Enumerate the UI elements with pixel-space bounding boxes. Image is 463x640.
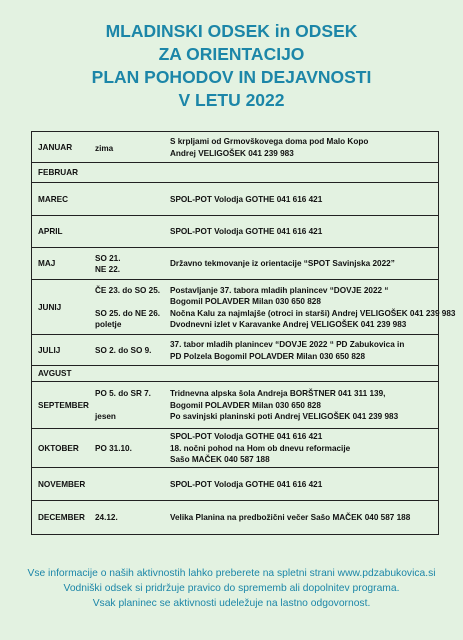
date-line: jesen: [95, 412, 116, 422]
month-cell: APRIL: [38, 227, 63, 236]
activity-line: Andrej VELIGOŠEK 041 239 983: [170, 148, 294, 158]
date-cell: [95, 253, 121, 276]
month-cell: OKTOBER: [38, 443, 79, 453]
activity-line: Nočna Kalu za najmlajše (otroci in starši) Andrej VELIGOŠEK 041 239 983: [170, 308, 456, 318]
table-row: [32, 382, 438, 429]
month-cell: FEBRUAR: [38, 168, 79, 177]
footer-notes: [0, 566, 463, 611]
table-row: [32, 248, 438, 280]
date-cell: [95, 143, 113, 155]
date-line: [95, 400, 151, 412]
title-line-2: ZA ORIENTACIJO: [158, 44, 305, 64]
activity-line: 37. tabor mladih planincev “DOVJE 2022 “ PD Zabukovica in: [170, 340, 405, 349]
date-line: PO 31.10.: [95, 443, 132, 453]
table-row: [32, 280, 456, 335]
date-line: SO 21.: [95, 253, 121, 263]
activity-line: 18. nočni pohod na Hom ob dnevu reformacije: [170, 443, 351, 453]
date-line: 24.12.: [95, 513, 118, 523]
activity-cell: [170, 388, 398, 423]
activity-table: [31, 131, 456, 535]
month-cell: AVGUST: [38, 369, 72, 378]
table-row: [32, 468, 438, 501]
activity-line: Sašo MAČEK 040 587 188: [170, 455, 270, 465]
activity-line: Velika Planina na predbožični večer Sašo MAČEK 040 587 188: [170, 513, 411, 523]
month-cell: JANUAR: [38, 142, 73, 152]
date-line: PO 5. do SR 7.: [95, 389, 151, 399]
activity-cell: [170, 285, 455, 331]
month-cell: MAREC: [38, 194, 69, 204]
title-line-4: V LETU 2022: [178, 90, 285, 110]
month-cell: JULIJ: [38, 345, 61, 355]
activity-line: Bogomil POLAVDER Milan 030 650 828: [170, 400, 321, 410]
activity-line: SPOL-POT Volodja GOTHE 041 616 421: [170, 479, 323, 489]
activity-line: Bogomil POLAVDER Milan 030 650 828: [170, 297, 321, 306]
table-row: [32, 335, 438, 366]
table-row: [32, 216, 438, 248]
page-title: [0, 20, 463, 112]
activity-line: Dvodnevni izlet v Karavanke Andrej VELIGOŠEK 041 239 983: [170, 320, 407, 329]
activity-line: SPOL-POT Volodja GOTHE 041 616 421: [170, 432, 323, 442]
month-cell: NOVEMBER: [38, 479, 86, 489]
table-row: [32, 132, 438, 163]
activity-cell: [170, 258, 395, 270]
activity-cell: [170, 194, 322, 206]
activity-line: Tridnevna alpska šola Andreja BORŠTNER 041 311 139,: [170, 389, 386, 399]
date-line: SO 2. do SO 9.: [95, 345, 152, 355]
activity-cell: [170, 339, 404, 362]
date-line: NE 22.: [95, 265, 121, 274]
date-line: poletje: [95, 320, 122, 329]
title-line-3: PLAN POHODOV IN DEJAVNOSTI: [91, 67, 372, 87]
month-cell: MAJ: [38, 259, 56, 268]
footer-line-1: Vse informacije o naših aktivnostih lahko preberete na spletni strani www.pdzabukovica.si: [27, 568, 436, 579]
date-cell: [95, 345, 151, 357]
activity-line: SPOL-POT Volodja GOTHE 041 616 421: [170, 194, 323, 204]
date-line: ČE 23. do SO 25.: [95, 285, 161, 295]
date-line: [95, 296, 160, 308]
month-cell: JUNIJ: [38, 302, 62, 312]
table-row: [32, 163, 438, 183]
date-cell: [95, 512, 118, 524]
table-row: [32, 183, 438, 216]
activity-cell: [170, 479, 322, 491]
table-row: [32, 501, 438, 535]
table-row: [32, 429, 438, 468]
activity-cell: [170, 226, 322, 238]
month-cell: DECEMBER: [38, 513, 85, 522]
date-line: zima: [95, 143, 114, 153]
activity-cell: [170, 512, 410, 524]
activity-line: Po savinjski planinski poti Andrej VELIGOŠEK 041 239 983: [170, 412, 399, 422]
activity-line: S krpljami od Grmovškovega doma pod Malo Kopo: [170, 137, 369, 146]
footer-line-2: Vodniški odsek si pridržuje pravico do sprememb ali dopolnitev programa.: [63, 583, 400, 594]
activity-line: Državno tekmovanje iz orientacije “SPOT Savinjska 2022”: [170, 259, 395, 269]
month-cell: SEPTEMBER: [38, 400, 89, 410]
title-line-1: MLADINSKI ODSEK in ODSEK: [105, 21, 358, 41]
activity-cell: [170, 431, 350, 466]
footer-line-3: Vsak planinec se aktivnosti udeležuje na lastno odgovornost.: [92, 598, 371, 609]
activity-line: PD Polzela Bogomil POLAVDER Milan 030 650 828: [170, 351, 366, 361]
activity-line: Postavljanje 37. tabora mladih planincev “DOVJE 2022 “: [170, 285, 389, 295]
activity-line: SPOL-POT Volodja GOTHE 041 616 421: [170, 227, 323, 237]
date-line: SO 25. do NE 26.: [95, 308, 161, 318]
date-cell: [95, 285, 160, 331]
date-cell: [95, 388, 151, 423]
date-cell: [95, 443, 132, 455]
activity-cell: [170, 136, 368, 159]
table-row: [32, 366, 438, 382]
